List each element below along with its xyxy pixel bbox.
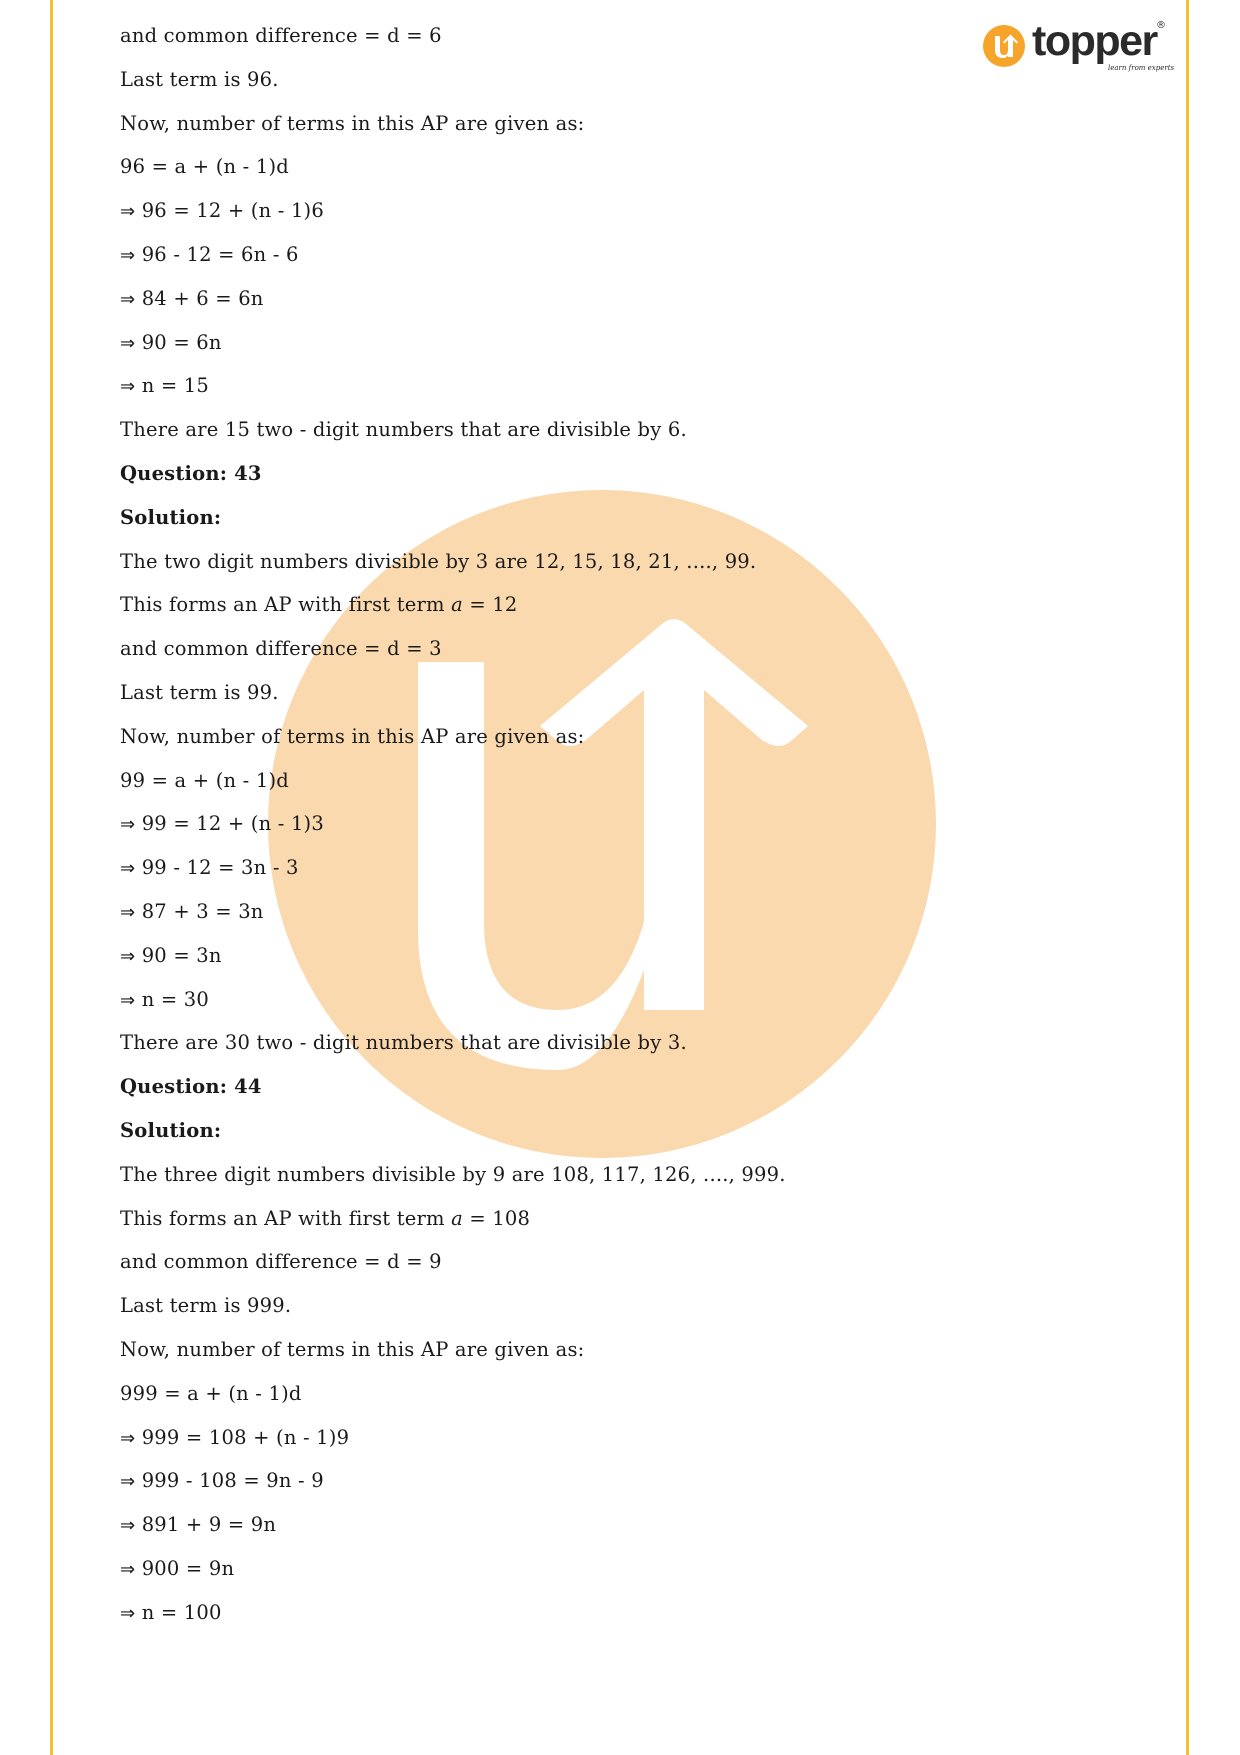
equation-step: [120, 189, 920, 233]
line-text: The two digit numbers divisible by 3 are 12, 15, 18, 21, ...., 99.: [120, 549, 757, 573]
text-line: [120, 1153, 920, 1197]
line-text: Solution:: [120, 1118, 222, 1142]
line-text: 99 = a + (n - 1)d: [120, 768, 289, 792]
implies-arrow-icon: ⇒: [120, 288, 136, 310]
text-line: [120, 1197, 920, 1241]
implies-arrow-icon: ⇒: [120, 1558, 136, 1580]
equation-step: [120, 802, 920, 846]
equation-step: [120, 978, 920, 1022]
text-line: [120, 583, 920, 627]
line-suffix: = 108: [462, 1206, 531, 1230]
question-heading: [120, 452, 920, 496]
equation-step: [120, 1416, 920, 1460]
text-line: [120, 102, 920, 146]
implies-arrow-icon: ⇒: [120, 814, 136, 836]
equation-step: [120, 1503, 920, 1547]
text-line: [120, 627, 920, 671]
equation-step: [120, 890, 920, 934]
equation-step: [120, 321, 920, 365]
implies-arrow-icon: ⇒: [120, 989, 136, 1011]
implies-arrow-icon: ⇒: [120, 244, 136, 266]
equation-step: [120, 277, 920, 321]
registered-mark: ®: [1156, 20, 1166, 31]
line-text: 99 = 12 + (n - 1)3: [141, 812, 324, 836]
line-text: There are 15 two - digit numbers that are divisible by 6.: [120, 418, 687, 442]
text-line: [120, 145, 920, 189]
variable-a: a: [451, 593, 463, 617]
text-line: [120, 715, 920, 759]
line-text: Last term is 99.: [120, 680, 279, 704]
line-text: Now, number of terms in this AP are given as:: [120, 1337, 585, 1361]
logo-tagline: learn from experts: [1108, 64, 1175, 72]
line-text: The three digit numbers divisible by 9 are 108, 117, 126, ...., 999.: [120, 1162, 786, 1186]
line-text: 84 + 6 = 6n: [141, 286, 264, 310]
line-text: 999 = a + (n - 1)d: [120, 1381, 302, 1405]
equation-step: [120, 1459, 920, 1503]
equation-step: [120, 934, 920, 978]
line-text: n = 15: [141, 374, 210, 398]
page-border-left: [50, 0, 53, 1755]
line-text: There are 30 two - digit numbers that are divisible by 3.: [120, 1031, 687, 1055]
line-text: Last term is 999.: [120, 1294, 292, 1318]
line-text: Now, number of terms in this AP are given as:: [120, 724, 585, 748]
line-text: 891 + 9 = 9n: [141, 1513, 277, 1537]
line-text: Now, number of terms in this AP are given as:: [120, 111, 585, 135]
equation-step: [120, 233, 920, 277]
topper-logo: [980, 17, 1175, 80]
line-text: 999 = 108 + (n - 1)9: [141, 1425, 350, 1449]
text-line: [120, 671, 920, 715]
implies-arrow-icon: ⇒: [120, 901, 136, 923]
line-text: Question: 43: [120, 461, 262, 485]
line-text: 99 - 12 = 3n - 3: [141, 856, 299, 880]
question-heading: [120, 1065, 920, 1109]
line-text: 87 + 3 = 3n: [141, 899, 264, 923]
implies-arrow-icon: ⇒: [120, 858, 136, 880]
line-text: Last term is 96.: [120, 67, 279, 91]
solution-text: [120, 14, 920, 1634]
variable-a: a: [451, 1206, 463, 1230]
page-border-right: [1186, 0, 1189, 1755]
implies-arrow-icon: ⇒: [120, 1427, 136, 1449]
line-text: 96 - 12 = 6n - 6: [141, 242, 299, 266]
solution-heading: [120, 496, 920, 540]
line-text: 900 = 9n: [141, 1556, 235, 1580]
implies-arrow-icon: ⇒: [120, 332, 136, 354]
text-line: [120, 58, 920, 102]
implies-arrow-icon: ⇒: [120, 1602, 136, 1624]
text-line: [120, 1372, 920, 1416]
implies-arrow-icon: ⇒: [120, 1515, 136, 1537]
line-text: and common difference = d = 9: [120, 1250, 442, 1274]
equation-step: [120, 846, 920, 890]
line-suffix: = 12: [462, 593, 518, 617]
topper-badge-icon: [982, 24, 1026, 68]
line-text: Question: 44: [120, 1075, 262, 1099]
equation-step: [120, 1591, 920, 1635]
line-text: Solution:: [120, 505, 222, 529]
line-text: This forms an AP with first term: [120, 1206, 452, 1230]
line-text: 90 = 6n: [141, 330, 222, 354]
line-text: 96 = a + (n - 1)d: [120, 155, 289, 179]
text-line: [120, 408, 920, 452]
line-text: n = 30: [141, 987, 210, 1011]
text-line: [120, 1021, 920, 1065]
implies-arrow-icon: ⇒: [120, 1471, 136, 1493]
implies-arrow-icon: ⇒: [120, 201, 136, 223]
line-text: 96 = 12 + (n - 1)6: [141, 199, 324, 223]
line-text: This forms an AP with first term: [120, 593, 452, 617]
text-line: [120, 1284, 920, 1328]
solution-heading: [120, 1109, 920, 1153]
line-text: 90 = 3n: [141, 943, 222, 967]
text-line: [120, 1328, 920, 1372]
line-text: and common difference = d = 6: [120, 24, 442, 47]
logo-wordmark: topper: [1032, 17, 1157, 65]
text-line: [120, 1240, 920, 1284]
text-line: [120, 14, 920, 58]
implies-arrow-icon: ⇒: [120, 376, 136, 398]
line-text: n = 100: [141, 1600, 222, 1624]
line-text: 999 - 108 = 9n - 9: [141, 1469, 324, 1493]
text-line: [120, 759, 920, 803]
text-line: [120, 540, 920, 584]
equation-step: [120, 1547, 920, 1591]
line-text: and common difference = d = 3: [120, 637, 442, 661]
implies-arrow-icon: ⇒: [120, 945, 136, 967]
equation-step: [120, 364, 920, 408]
